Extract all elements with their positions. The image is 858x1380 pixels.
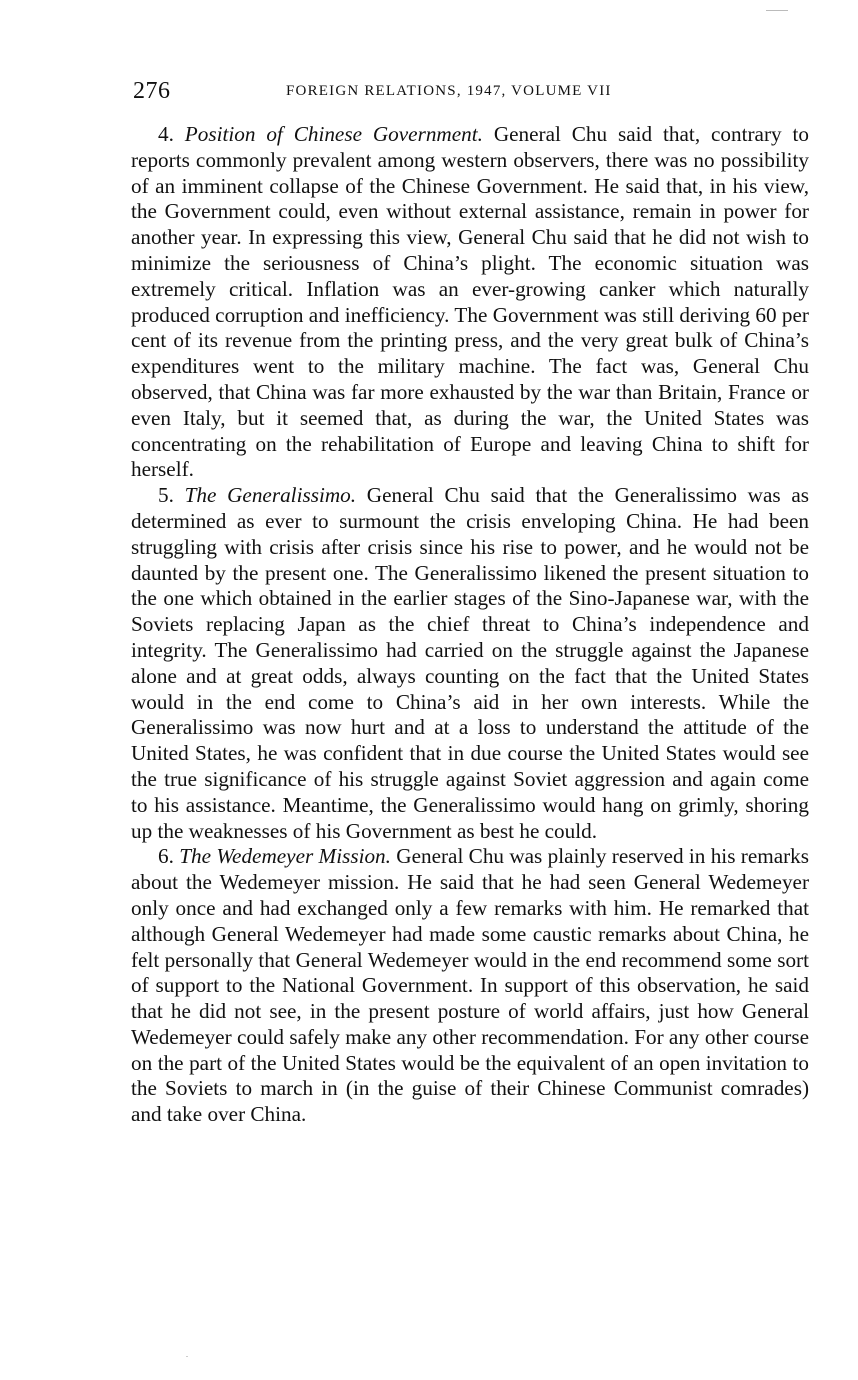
scan-mark-top [766,10,788,11]
section-title: The Wedemeyer Mission. [179,844,391,869]
paragraph-text: General Chu said that, contrary to reports commonly prevalent among western observers, there was no possibility of an imminent collapse of the Chinese Government. He said that, in his view, the Government could, even without external assistance, remain in power for another year. In expressing this view, General Chu said that he did not wish to minimize the seriousness of China’s plight. The economic situation was extremely critical. Inflation was an ever-growing canker which naturally produced corruption and inefficiency. The Government was still deriving 60 per cent of its revenue from the printing press, and the very great bulk of China’s expenditures went to the military machine. The fact was, General Chu observed, that China was far more exhausted by the war than Britain, France or even Italy, but it seemed that, as during the war, the United States was concentrating on the rehabilitation of Europe and leaving China to shift for herself. [131,122,809,482]
page-number: 276 [133,78,171,104]
paragraph-number: 6. [158,844,174,869]
scan-mark-bottom [186,1356,188,1357]
paragraph-text: General Chu was plainly reserved in his remarks about the Wedemeyer mission. He said that he had seen General Wedemeyer only once and had exchanged only a few remarks with him. He remarked that although General Wedemeyer had made some caustic remarks about China, he felt personally that General Wedemeyer would in the end recommend some sort of support to the National Government. In support of this observation, he said that he did not see, in the present posture of world affairs, just how General Wedemeyer could safely make any other recommendation. For any other course on the part of the United States would be the equivalent of an open invitation to the Soviets to march in (in the guise of their Chinese Communist comrades) and take over China. [131,844,810,1127]
paragraph-position-of-chinese-government [131,122,809,483]
section-title: Position of Chinese Government. [184,122,483,146]
paragraph-number: 5. [158,483,174,508]
paragraph-generalissimo [131,483,809,844]
running-title: FOREIGN RELATIONS, 1947, VOLUME VII [286,83,612,99]
body-text [131,122,809,1128]
paragraph-wedemeyer-mission [131,844,809,1128]
paragraph-text: General Chu said that the Generalissimo was as determined as ever to surmount the crisis enveloping China. He had been struggling with crisis after crisis since his rise to power, and he would not be daunted by the present one. The Generalissimo likened the present situation to the one which obtained in the earlier stages of the Sino-Japanese war, with the Soviets replacing Japan as the chief threat to China’s independence and integrity. The Generalissimo had carried on the struggle against the Japanese alone and at great odds, always counting on the fact that the United States would in the end come to China’s aid in her own interests. While the Generalissimo was now hurt and at a loss to understand the attitude of the United States, he was confident that in due course the United States would see the true significance of his struggle against Soviet aggression and again come to his assistance. Meantime, the Generalissimo would hang on grimly, shoring up the weaknesses of his Government as best he could. [131,483,810,843]
section-title: The Generalissimo. [184,483,357,508]
running-head [133,78,813,108]
paragraph-number: 4. [158,122,174,146]
